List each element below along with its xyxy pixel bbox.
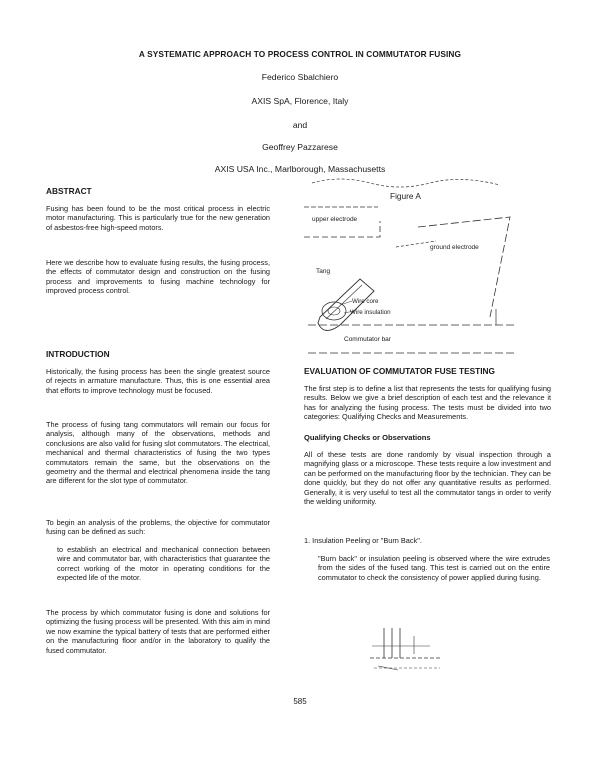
paper-title: A SYSTEMATIC APPROACH TO PROCESS CONTROL IN COMMUTATOR FUSING: [138, 49, 462, 59]
introduction-paragraph-2: The process of fusing tang commutators will remain our focus for analysis, although many of the observations, methods and conclusions are also valid for fusing slot commutators. The electrical, mechanical and thermal characteristics of fusing the two types commutators remain the same, but the observations on the geometry and the thermal and electrical phenomena inside the tang are different for the slot type of commutator.: [46, 420, 270, 486]
upper-electrode-label: upper electrode: [312, 216, 358, 223]
author-affiliation-2: AXIS USA Inc., Marlborough, Massachusetts: [214, 164, 386, 174]
introduction-paragraph-5: The process by which commutator fusing is done and solutions for optimizing the fusing process will be presented. With this aim in mind we now examine the typical battery of tests that are performed either on the manufacturing floor and/or in the laboratory to qualify the fused commutator.: [46, 608, 270, 655]
tang-label: Tang: [316, 268, 331, 275]
introduction-paragraph-3: To begin an analysis of the problems, the objective for commutator fusing can be defined as such:: [46, 518, 270, 537]
burn-back-sketch: [370, 624, 450, 684]
figure-label: Figure A: [390, 191, 421, 201]
qualifying-checks-heading: Qualifying Checks or Observations: [304, 433, 431, 442]
commutator-bar-label: Commutator bar: [344, 336, 391, 343]
abstract-paragraph-2: Here we describe how to evaluate fusing results, the fusing process, the effects of commutator design and construction on the fusing process and improvements to fusing machine technology for improved process control.: [46, 258, 270, 296]
author-conjunction: and: [292, 120, 308, 130]
test-item-1-paragraph: "Burn back" or insulation peeling is observed where the wire extrudes from the sides of the fused tang. This test is carried out on the entire commutator to check the consistency of power applied during fusing.: [318, 554, 550, 582]
introduction-quote: to establish an electrical and mechanical connection between wire and commutator bar, with characteristics that guarantee the correct working of the motor in operating conditions for the expected life of the motor.: [57, 545, 270, 583]
wire-insulation-label: Wire insulation: [350, 309, 391, 316]
ground-electrode-label: ground electrode: [430, 244, 479, 251]
author-name-2: Geoffrey Pazzarese: [262, 142, 338, 152]
introduction-heading: INTRODUCTION: [46, 349, 110, 359]
figure-a-diagram: [300, 177, 530, 362]
abstract-heading: ABSTRACT: [46, 186, 92, 196]
evaluation-heading: EVALUATION OF COMMUTATOR FUSE TESTING: [304, 366, 495, 376]
evaluation-paragraph-1: The first step is to define a list that represents the tests for qualifying fusing results. Below we give a brief description of each test and the relevance it has for analyzing the fusing process. The tests must be divided into two categories: Qualifying Checks and Measurements.: [304, 384, 551, 422]
qualifying-checks-paragraph: All of these tests are done randomly by visual inspection through a magnifying glass or a microscope. These tests require a low investment and can be performed on the manufacturing floor by the technician. They can be done quickly, but they do not offer any quantitative results as performed. Generally, it is very useful to test all the commutator tangs in order to verify the welding uniformity.: [304, 450, 551, 507]
abstract-paragraph-1: Fusing has been found to be the most critical process in electric motor manufacturing. This is particularly true for the new generation of asbestos-free high-speed motors.: [46, 204, 270, 232]
introduction-paragraph-1: Historically, the fusing process has been the single greatest source of rejects in armature manufacture. Thus, this is one essential area that efforts to improve technology must be focused.: [46, 367, 270, 395]
author-name-1: Federico Sbalchiero: [261, 72, 339, 82]
page-number: 585: [293, 697, 307, 706]
wire-core-label: Wire core: [352, 298, 379, 305]
author-affiliation-1: AXIS SpA, Florence, Italy: [251, 96, 349, 106]
test-item-1-label: 1. Insulation Peeling or "Burn Back".: [304, 536, 422, 545]
